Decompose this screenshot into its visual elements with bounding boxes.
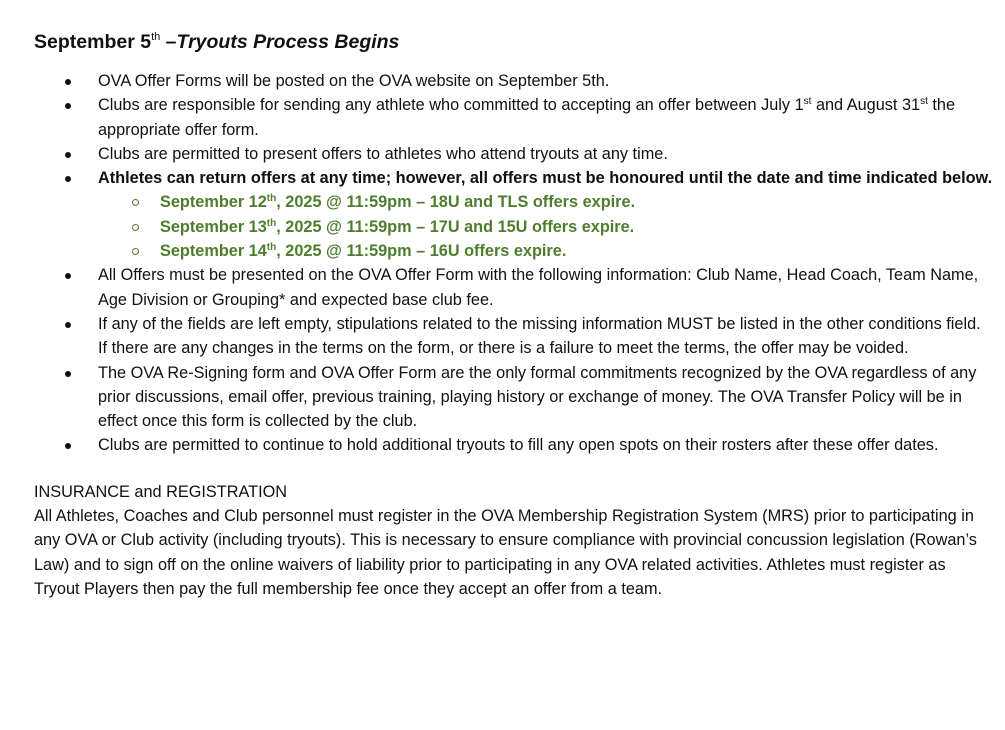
deadline-date: September 14: [160, 242, 267, 261]
bullet-icon: [65, 371, 71, 377]
deadline-date: September 13: [160, 217, 267, 236]
insurance-section: [34, 480, 994, 601]
list-item: [34, 361, 994, 434]
ordinal-suffix: th: [266, 242, 277, 254]
list-item: [34, 166, 994, 263]
deadline-text: , 2025 @ 11:59pm – 18U and TLS offers expire.: [276, 193, 636, 212]
bullet-text: The OVA Re-Signing form and OVA Offer Form are the only formal commitments recognized by the OVA regardless of any prior discussions, email offer, previous training, playing history or exchange of money. The OVA Transfer Policy will be in effect once this form is collected by the club.: [98, 363, 977, 431]
bullet-icon: [65, 176, 71, 182]
bullet-text: All Offers must be presented on the OVA Offer Form with the following information: Club Name, Head Coach, Team Name, Age Division or Grouping* and expected base club fee.: [98, 266, 979, 309]
ordinal-suffix: st: [803, 96, 812, 108]
bullet-text: OVA Offer Forms will be posted on the OVA website on September 5th.: [98, 72, 610, 90]
list-item: [34, 142, 994, 166]
deadline-item: [34, 215, 994, 239]
bullet-text: and August 31: [811, 96, 921, 115]
insurance-heading: INSURANCE and REGISTRATION: [34, 482, 288, 501]
bullet-text: Clubs are permitted to continue to hold additional tryouts to fill any open spots on their rosters after these offer dates.: [98, 436, 939, 455]
bullet-icon: [65, 443, 71, 449]
bullet-icon: [65, 152, 71, 158]
deadline-date: September 12: [160, 193, 267, 212]
document-page: [34, 28, 994, 601]
bullet-text: Clubs are permitted to present offers to athletes who attend tryouts at any time.: [98, 144, 668, 163]
list-item: [34, 312, 994, 361]
deadline-item: [34, 190, 994, 214]
bullet-icon: [65, 79, 71, 85]
section-heading: [34, 28, 994, 56]
list-item: [34, 263, 994, 312]
list-item: [34, 69, 994, 93]
bullet-text: Athletes can return offers at any time; however, all offers must be honoured until the date and time indicated below.: [98, 169, 993, 188]
heading-date: September 5: [34, 31, 152, 53]
insurance-body: All Athletes, Coaches and Club personnel must register in the OVA Membership Registration System (MRS) prior to participating in any OVA or Club activity (including tryouts). This is necessary to ensure compliance with provincial concussion legislation (Rowan’s Law) and to sign off on the online waivers of liability prior to participating in any OVA related activities. Athletes must register as Tryout Players then pay the full membership fee once they accept an offer from a team.: [34, 507, 977, 598]
circle-bullet-icon: [132, 248, 139, 255]
heading-title: Tryouts Process Begins: [176, 31, 400, 53]
circle-bullet-icon: [132, 224, 139, 231]
heading-dash: –: [160, 31, 177, 53]
bullet-text: Clubs are responsible for sending any athlete who committed to accepting an offer between July 1: [98, 96, 804, 115]
bullet-text: the appropriate offer form.: [98, 96, 956, 139]
deadline-item: [34, 239, 994, 263]
bullet-text: If any of the fields are left empty, stipulations related to the missing information MUST be listed in the other conditions field. If there are any changes in the terms on the form, or there is a failure to meet the terms, the offer may be voided.: [98, 314, 981, 358]
heading-date-suffix: th: [151, 31, 161, 43]
ordinal-suffix: th: [266, 193, 277, 205]
ordinal-suffix: th: [266, 217, 277, 229]
ordinal-suffix: st: [920, 96, 928, 108]
bullet-icon: [65, 103, 71, 109]
tryout-bullet-list: [34, 69, 994, 458]
deadline-text: , 2025 @ 11:59pm – 17U and 15U offers expire.: [276, 217, 635, 236]
deadline-list: [98, 190, 994, 263]
circle-bullet-icon: [132, 199, 139, 206]
list-item: [34, 433, 994, 457]
list-item: [34, 93, 994, 142]
bullet-icon: [65, 322, 71, 328]
deadline-text: , 2025 @ 11:59pm – 16U offers expire.: [276, 242, 567, 261]
bullet-icon: [65, 273, 71, 279]
